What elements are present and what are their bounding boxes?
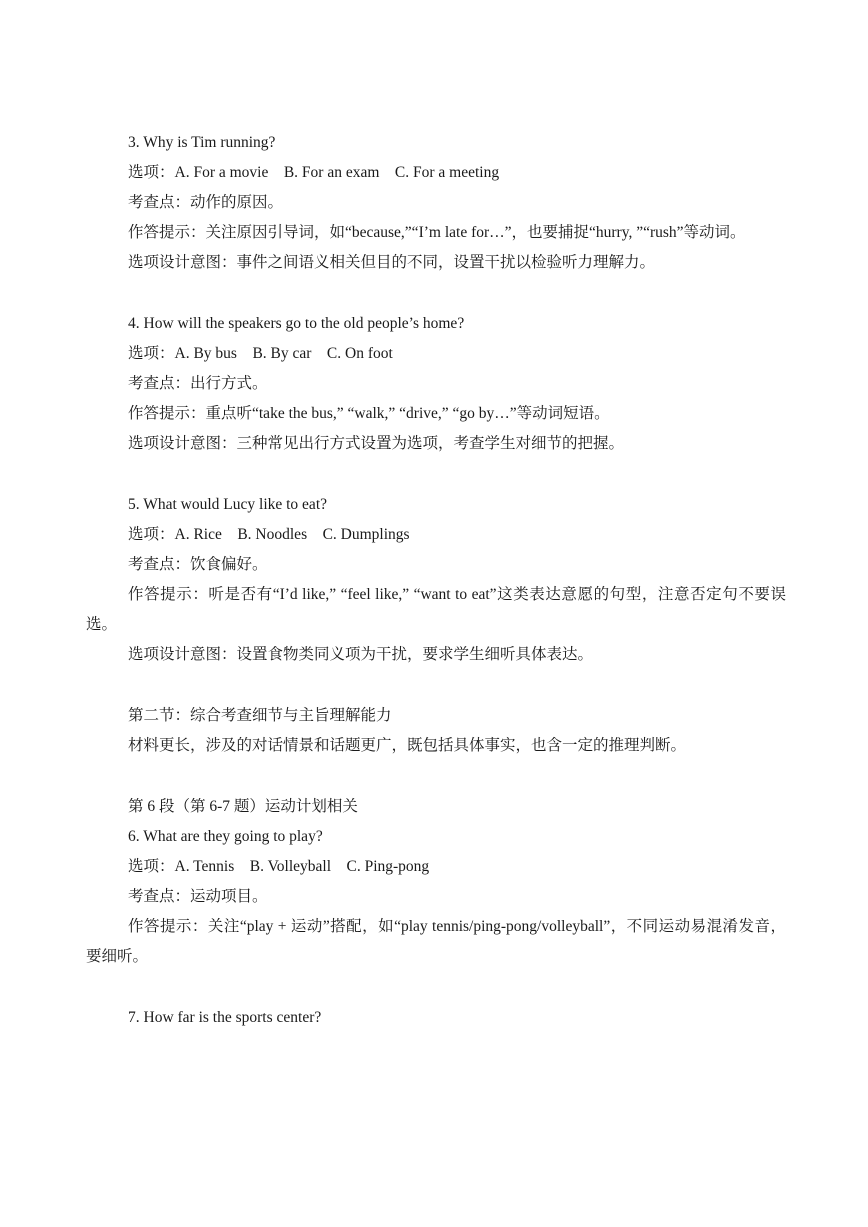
q3-tip: 作答提示：关注原因引导词，如“because,”“I’m late for…”，也要捕捉“hurry, ”“rush”等动词。 (128, 224, 746, 241)
q7-question: 7. How far is the sports center? (128, 1009, 322, 1026)
q4-focus: 考查点：出行方式。 (128, 375, 268, 392)
q4-options: 选项：A. By bus B. By car C. On foot (128, 345, 393, 362)
q3-question: 3. Why is Tim running? (128, 134, 276, 151)
q3-focus: 考查点：动作的原因。 (128, 194, 284, 211)
section2-desc: 材料更长，涉及的对话情景和话题更广，既包括具体事实，也含一定的推理判断。 (128, 737, 687, 754)
segment6-title: 第 6 段（第 6-7 题）运动计划相关 (128, 798, 358, 815)
q4-tip: 作答提示：重点听“take the bus,” “walk,” “drive,” “go by…”等动词短语。 (128, 405, 610, 422)
q6-question: 6. What are they going to play? (128, 828, 323, 845)
q5-options: 选项：A. Rice B. Noodles C. Dumplings (128, 526, 410, 543)
q5-design: 选项设计意图：设置食物类同义项为干扰，要求学生细听具体表达。 (128, 646, 594, 663)
q3-options: 选项：A. For a movie B. For an exam C. For a meeting (128, 164, 500, 181)
q4-question: 4. How will the speakers go to the old people’s home? (128, 315, 465, 332)
q6-focus: 考查点：运动项目。 (128, 888, 268, 905)
q5-focus: 考查点：饮食偏好。 (128, 556, 268, 573)
q5-tip: 作答提示：听是否有“I’d like,” “feel like,” “want to eat”这类表达意愿的句型，注意否定句不要误选。 (86, 586, 786, 633)
page-content (86, 128, 786, 1033)
q6-tip: 作答提示：关注“play + 运动”搭配，如“play tennis/ping-pong/volleyball”，不同运动易混淆发音，要细听。 (86, 918, 786, 965)
q4-design: 选项设计意图：三种常见出行方式设置为选项，考查学生对细节的把握。 (128, 435, 625, 452)
q6-options: 选项：A. Tennis B. Volleyball C. Ping-pong (128, 858, 430, 875)
q5-question: 5. What would Lucy like to eat? (128, 496, 328, 513)
q3-design: 选项设计意图：事件之间语义相关但目的不同，设置干扰以检验听力理解力。 (128, 254, 656, 271)
section2-title: 第二节：综合考查细节与主旨理解能力 (128, 707, 392, 724)
